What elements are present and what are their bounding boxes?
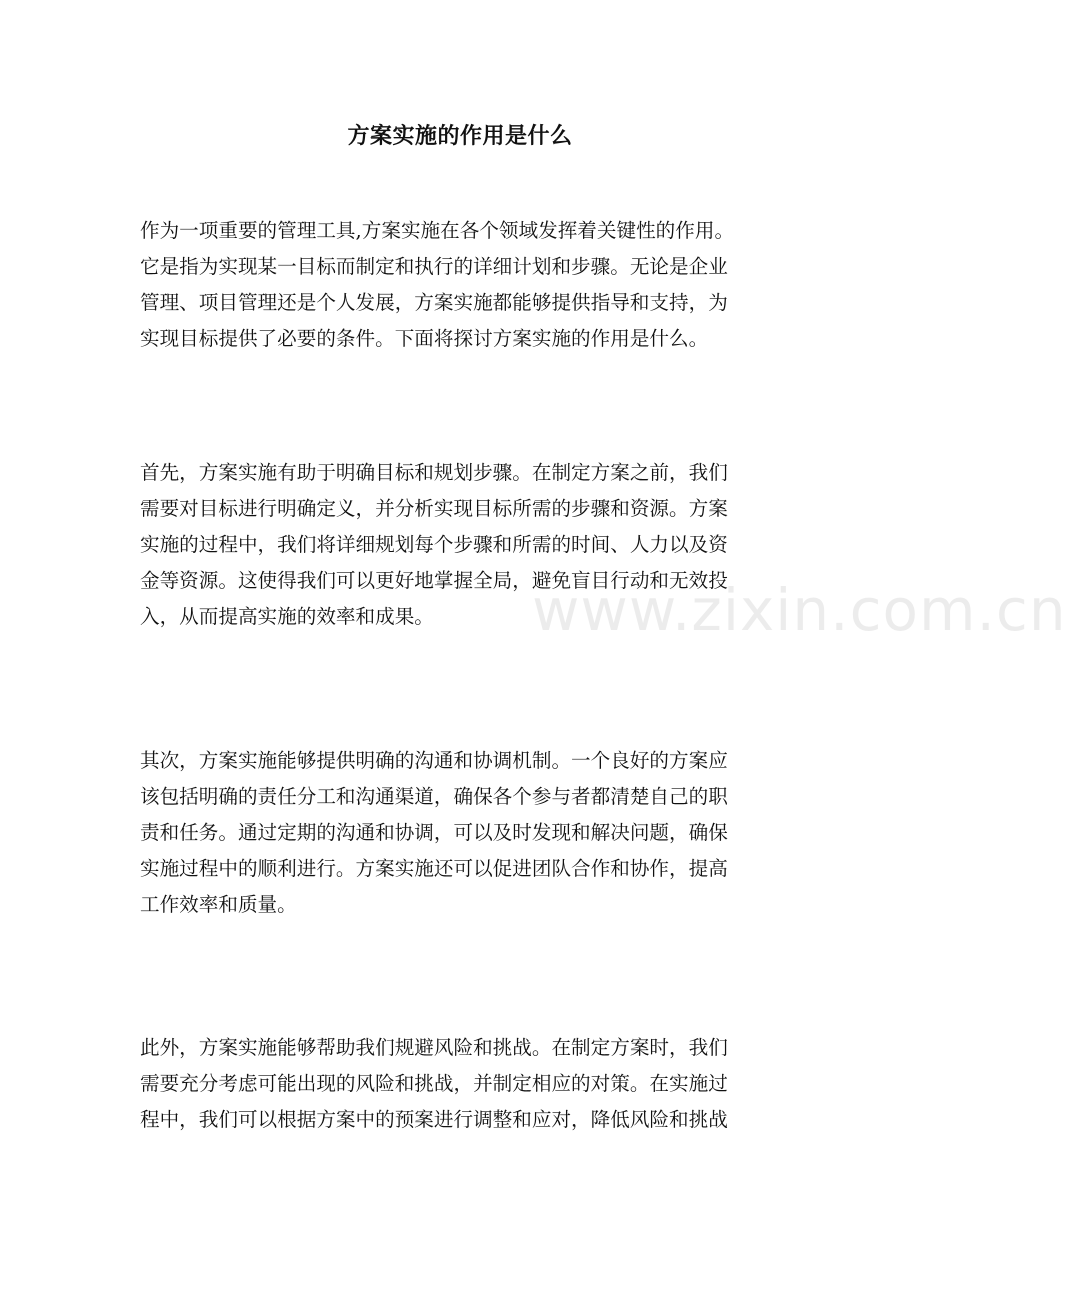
paragraph-line: 作为一项重要的管理工具,方案实施在各个领域发挥着关键性的作用。 — [140, 219, 735, 242]
paragraph-line: 首先，方案实施有助于明确目标和规划步骤。在制定方案之前，我们 — [140, 461, 728, 484]
paragraph-line: 此外，方案实施能够帮助我们规避风险和挑战。在制定方案时，我们 — [140, 1036, 728, 1059]
paragraph-line: 它是指为实现某一目标而制定和执行的详细计划和步骤。无论是企业 — [140, 255, 728, 278]
paragraph-line: 金等资源。这使得我们可以更好地掌握全局，避免盲目行动和无效投 — [140, 569, 728, 592]
paragraph-line: 实施过程中的顺利进行。方案实施还可以促进团队合作和协作，提高 — [140, 857, 728, 880]
paragraph-line: 管理、项目管理还是个人发展，方案实施都能够提供指导和支持，为 — [140, 291, 728, 314]
paragraph-line: 实现目标提供了必要的条件。下面将探讨方案实施的作用是什么。 — [140, 327, 709, 350]
paragraph-line: 其次，方案实施能够提供明确的沟通和协调机制。一个良好的方案应 — [140, 749, 728, 772]
paragraph-3 — [140, 743, 786, 923]
paragraph-line: 工作效率和质量。 — [140, 893, 297, 916]
paragraph-2 — [140, 455, 786, 635]
paragraph-line: 入，从而提高实施的效率和成果。 — [140, 605, 434, 628]
paragraph-line: 需要充分考虑可能出现的风险和挑战，并制定相应的对策。在实施过 — [140, 1072, 728, 1095]
paragraph-4 — [140, 1030, 786, 1138]
paragraph-line: 程中，我们可以根据方案中的预案进行调整和应对，降低风险和挑战 — [140, 1108, 728, 1131]
watermark: www.zixin.com.cn — [532, 576, 1067, 644]
paragraph-line: 需要对目标进行明确定义，并分析实现目标所需的步骤和资源。方案 — [140, 497, 728, 520]
paragraph-1 — [140, 213, 786, 357]
document-title: 方案实施的作用是什么 — [347, 123, 573, 149]
paragraph-line: 责和任务。通过定期的沟通和协调，可以及时发现和解决问题，确保 — [140, 821, 728, 844]
paragraph-line: 实施的过程中，我们将详细规划每个步骤和所需的时间、人力以及资 — [140, 533, 728, 556]
paragraph-line: 该包括明确的责任分工和沟通渠道，确保各个参与者都清楚自己的职 — [140, 785, 728, 808]
